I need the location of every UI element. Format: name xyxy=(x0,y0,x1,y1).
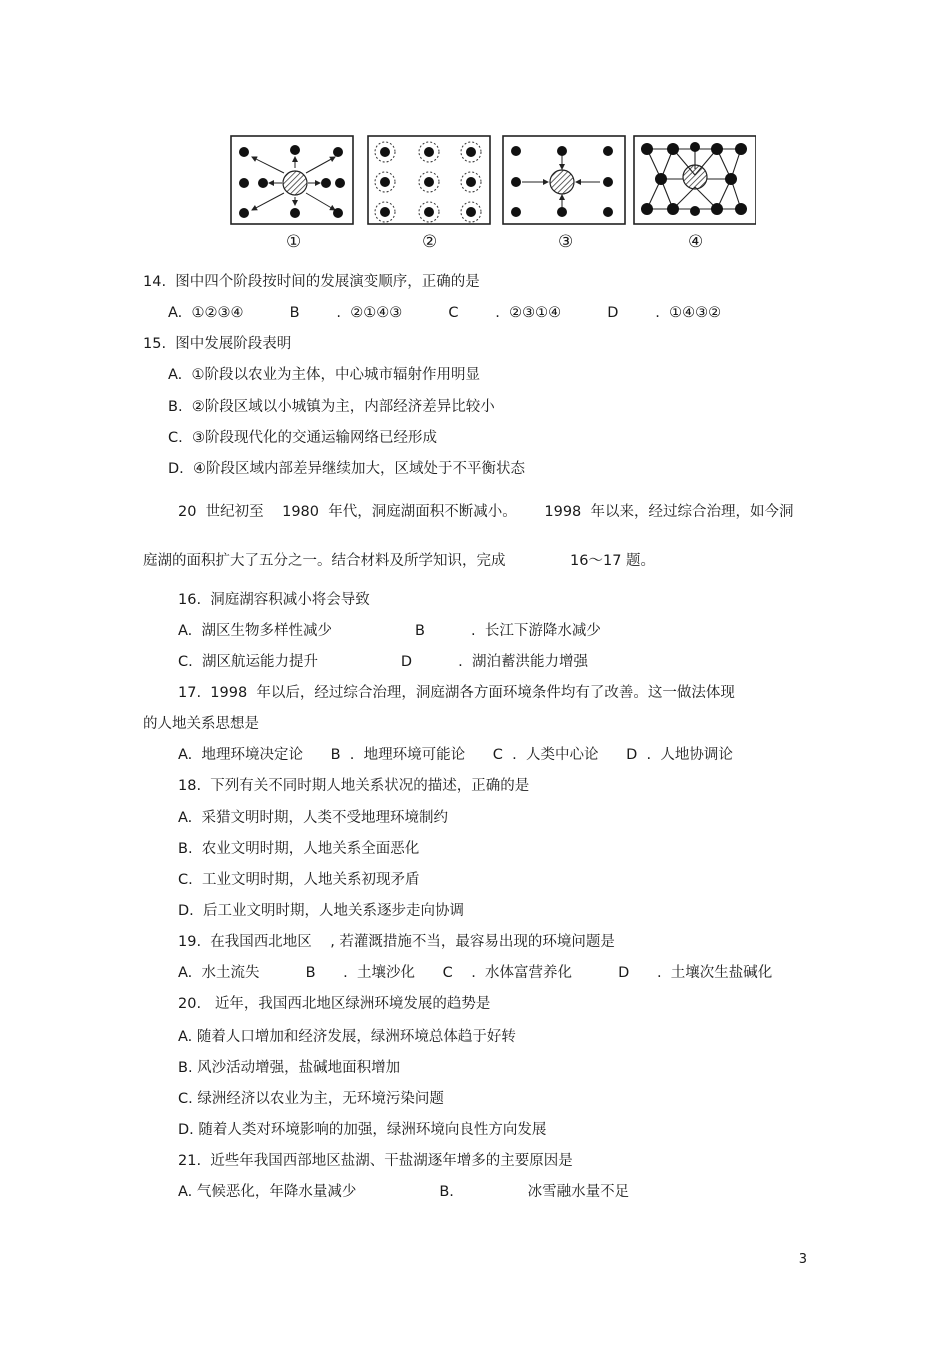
figure-label-2: ② xyxy=(422,232,438,252)
material-line-1: 20 世纪初至 1980 年代，洞庭湖面积不断减小。 1998 年以来，经过综合治理，如今洞 xyxy=(178,504,794,520)
question-15: 15. 图中发展阶段表明 xyxy=(143,336,292,352)
question-16-options-cd: C. 湖区航运能力提升 D . 湖泊蓄洪能力增强 xyxy=(178,654,588,670)
stage-diagrams xyxy=(230,135,756,230)
diagram-stage-2 xyxy=(368,136,490,224)
material-line-2: 庭湖的面积扩大了五分之一。结合材料及所学知识，完成 16～17 题。 xyxy=(143,553,656,569)
question-18-option-a: A. 采猎文明时期，人类不受地理环境制约 xyxy=(178,810,448,826)
diagram-stage-1 xyxy=(231,136,353,224)
question-16: 16. 洞庭湖容积减小将会导致 xyxy=(178,592,370,608)
question-15-option-c: C. ③阶段现代化的交通运输网络已经形成 xyxy=(168,430,437,446)
question-16-options-ab: A. 湖区生物多样性减少 B . 长江下游降水减少 xyxy=(178,623,601,639)
question-20-option-d: D. 随着人类对环境影响的加强，绿洲环境向良性方向发展 xyxy=(178,1122,547,1138)
question-17-line-2: 的人地关系思想是 xyxy=(143,716,259,732)
question-21-options-ab: A. 气候恶化，年降水量减少 B. 冰雪融水量不足 xyxy=(178,1184,630,1200)
question-20-option-b: B. 风沙活动增强，盐碱地面积增加 xyxy=(178,1060,401,1076)
question-14: 14. 图中四个阶段按时间的发展演变顺序，正确的是 xyxy=(143,274,480,290)
question-15-option-a: A. ①阶段以农业为主体，中心城市辐射作用明显 xyxy=(168,367,480,383)
question-15-option-b: B. ②阶段区域以小城镇为主，内部经济差异比较小 xyxy=(168,399,495,415)
figure-label-4: ④ xyxy=(688,232,704,252)
question-20: 20. 近年，我国西北地区绿洲环境发展的趋势是 xyxy=(178,996,491,1012)
question-18: 18. 下列有关不同时期人地关系状况的描述，正确的是 xyxy=(178,778,530,794)
question-18-option-d: D. 后工业文明时期，人地关系逐步走向协调 xyxy=(178,903,464,919)
question-15-option-d: D. ④阶段区域内部差异继续加大，区域处于不平衡状态 xyxy=(168,461,525,477)
question-20-option-c: C. 绿洲经济以农业为主，无环境污染问题 xyxy=(178,1091,444,1107)
page-number: 3 xyxy=(798,1252,807,1267)
diagram-stage-3 xyxy=(503,136,625,224)
question-18-option-b: B. 农业文明时期，人地关系全面恶化 xyxy=(178,841,420,857)
question-17-line-1: 17. 1998 年以后，经过综合治理，洞庭湖各方面环境条件均有了改善。这一做法体现 xyxy=(178,685,735,701)
figure-label-1: ① xyxy=(286,232,302,252)
figure-label-3: ③ xyxy=(558,232,574,252)
question-19: 19. 在我国西北地区 , 若灌溉措施不当，最容易出现的环境问题是 xyxy=(178,934,615,950)
question-21: 21. 近些年我国西部地区盐湖、干盐湖逐年增多的主要原因是 xyxy=(178,1153,573,1169)
question-18-option-c: C. 工业文明时期，人地关系初现矛盾 xyxy=(178,872,420,888)
question-14-options: A. ①②③④ B . ②①④③ C . ②③①④ D . ①④③② xyxy=(168,305,722,321)
question-19-options: A. 水土流失 B . 土壤沙化 C . 水体富营养化 D . 土壤次生盐碱化 xyxy=(178,965,773,981)
diagram-stage-4 xyxy=(634,136,756,224)
question-20-option-a: A. 随着人口增加和经济发展，绿洲环境总体趋于好转 xyxy=(178,1029,516,1045)
question-17-options: A. 地理环境决定论 B . 地理环境可能论 C . 人类中心论 D . 人地协调论 xyxy=(178,747,733,763)
